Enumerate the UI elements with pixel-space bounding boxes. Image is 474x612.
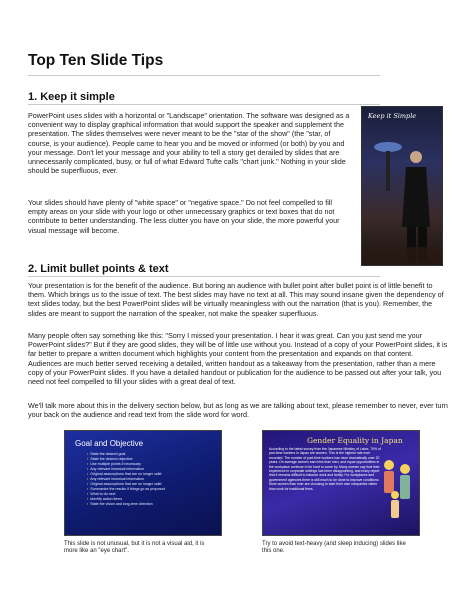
section-2-heading: 2. Limit bullet points & text [28,263,169,275]
section-2-paragraph-1: Your presentation is for the benefit of the audience. But boring an audience with bullet point after bullet point is of little benefit to them. Which brings us to the issue of text. The best slides may have no text at all. This may sound insane given the dependency of text slides today, but the best PowerPoint slides will be virtually meaningless with out the narration (that is you). Remember, the slides are meant to support the narration of the speaker, not make the speaker superfluous. [28,281,444,318]
slide-bullet-item: ▪ Any relevant historical information [87,477,165,482]
section-1-heading: 1. Keep it simple [28,91,115,103]
photo-banner-text: Keep it Simple [368,112,417,120]
example-slide-a-bullets [87,452,165,507]
example-slide-a-caption: This slide is not unusual, but it is not a visual aid, it is more like an "eye chart". [64,541,205,555]
section-2-paragraph-3: We'll talk more about this in the delivery section below, but as long as we are talking about text, please remember to never, ever turn your back on the audience and read text from the slide word for word. [28,401,448,420]
example-slide-text-heavy [262,430,420,536]
speaker-photo [361,106,443,266]
slide-bullet-item: ▪ Summarize the results if things go as proposed [87,487,165,492]
section-1-paragraph-1: PowerPoint uses slides with a horizontal or "Landscape" orientation. The software was designed as a convenient way to display graphical information that would support the speaker and supplement the presentation. The slides themselves were never meant to be the "star of the show" (the "star, of course, is your audience). People came to hear you and be moved or informed (or both) by you and your message. Don't let your message and your ability to tell a story get derailed by slides that are unnecessarily complicated, busy, or full of what Edward Tufte calls "chart junk." Nothing in your slide should be superfluous, ever. [28,111,350,176]
slide-bullet-item: ▪ Any relevant historical information [87,467,165,472]
slide-bullet-item: ▪ What to do next [87,492,165,497]
slide-bullet-item: ▪ State the desired goal [87,452,165,457]
example-slide-a-title: Goal and Objective [75,439,144,448]
slide-bullet-item: ▪ Identify action items [87,497,165,502]
slide-bullet-item: ▪ Original assumptions that are no longer valid [87,472,165,477]
example-slide-b-body: According to the latest survey from the Japanese Ministry of Labor, 70% of part-time workers in Japan are women. This is the highest rate ever recorded. The number of part-time workers has risen dramatically over 20 years. On average women earn less than men, and equal opportunities in the workplace continue to be hard to come by. Many women say that their experience in corporate settings has been disappointing, and many report that it remains difficult to balance work and family. For workplaces and government agencies there is still much to be done to improve conditions. More women than ever are choosing to start their own companies rather than work for traditional firms. [269,447,381,491]
title-rule [28,75,380,76]
section-1-rule [28,104,380,105]
section-2-paragraph-2: Many people often say something like this: "Sorry I missed your presentation. I hear it was great. Can you just send me your PowerPoint slides?" But if they are good slides, they will be of little use without you. Instead of a copy of your PowerPoint slides, it is far better to prepare a written document which highlights your content from the presentation and expands on that content. Audiences are much better served receiving a detailed, written handout as a takeaway from the presentation, rather than a mere copy of your PowerPoint slides. If you have a detailed handout or publication for the audience to be passed out after your talk, you need not feel compelled to fill your slides with a great deal of text. [28,331,448,387]
people-illustration [377,455,417,525]
example-slide-b-title: Gender Equality in Japan [307,436,403,445]
speaker-figure-illustration [362,107,442,265]
section-1-paragraph-2: Your slides should have plenty of "white space" or "negative space." Do not feel compelled to fill empty areas on your slide with your logo or other unnecessary graphics or text boxes that do not contribute to better understanding. The less clutter you have on your slide, the more powerful your visual message will become. [28,198,340,235]
slide-bullet-item: ▪ Original assumptions that are no longer valid [87,482,165,487]
example-slide-eye-chart [64,430,222,536]
document-title: Top Ten Slide Tips [28,52,164,69]
example-slide-b-caption: Try to avoid text-heavy (and sleep inducing) slides like this one. [262,541,406,555]
slide-bullet-item: ▪ State the desired objective [87,457,165,462]
slide-bullet-item: ▪ Use multiple points if necessary [87,462,165,467]
slide-bullet-item: ▪ State the vision and long-term direction [87,502,165,507]
section-2-rule [28,276,380,277]
